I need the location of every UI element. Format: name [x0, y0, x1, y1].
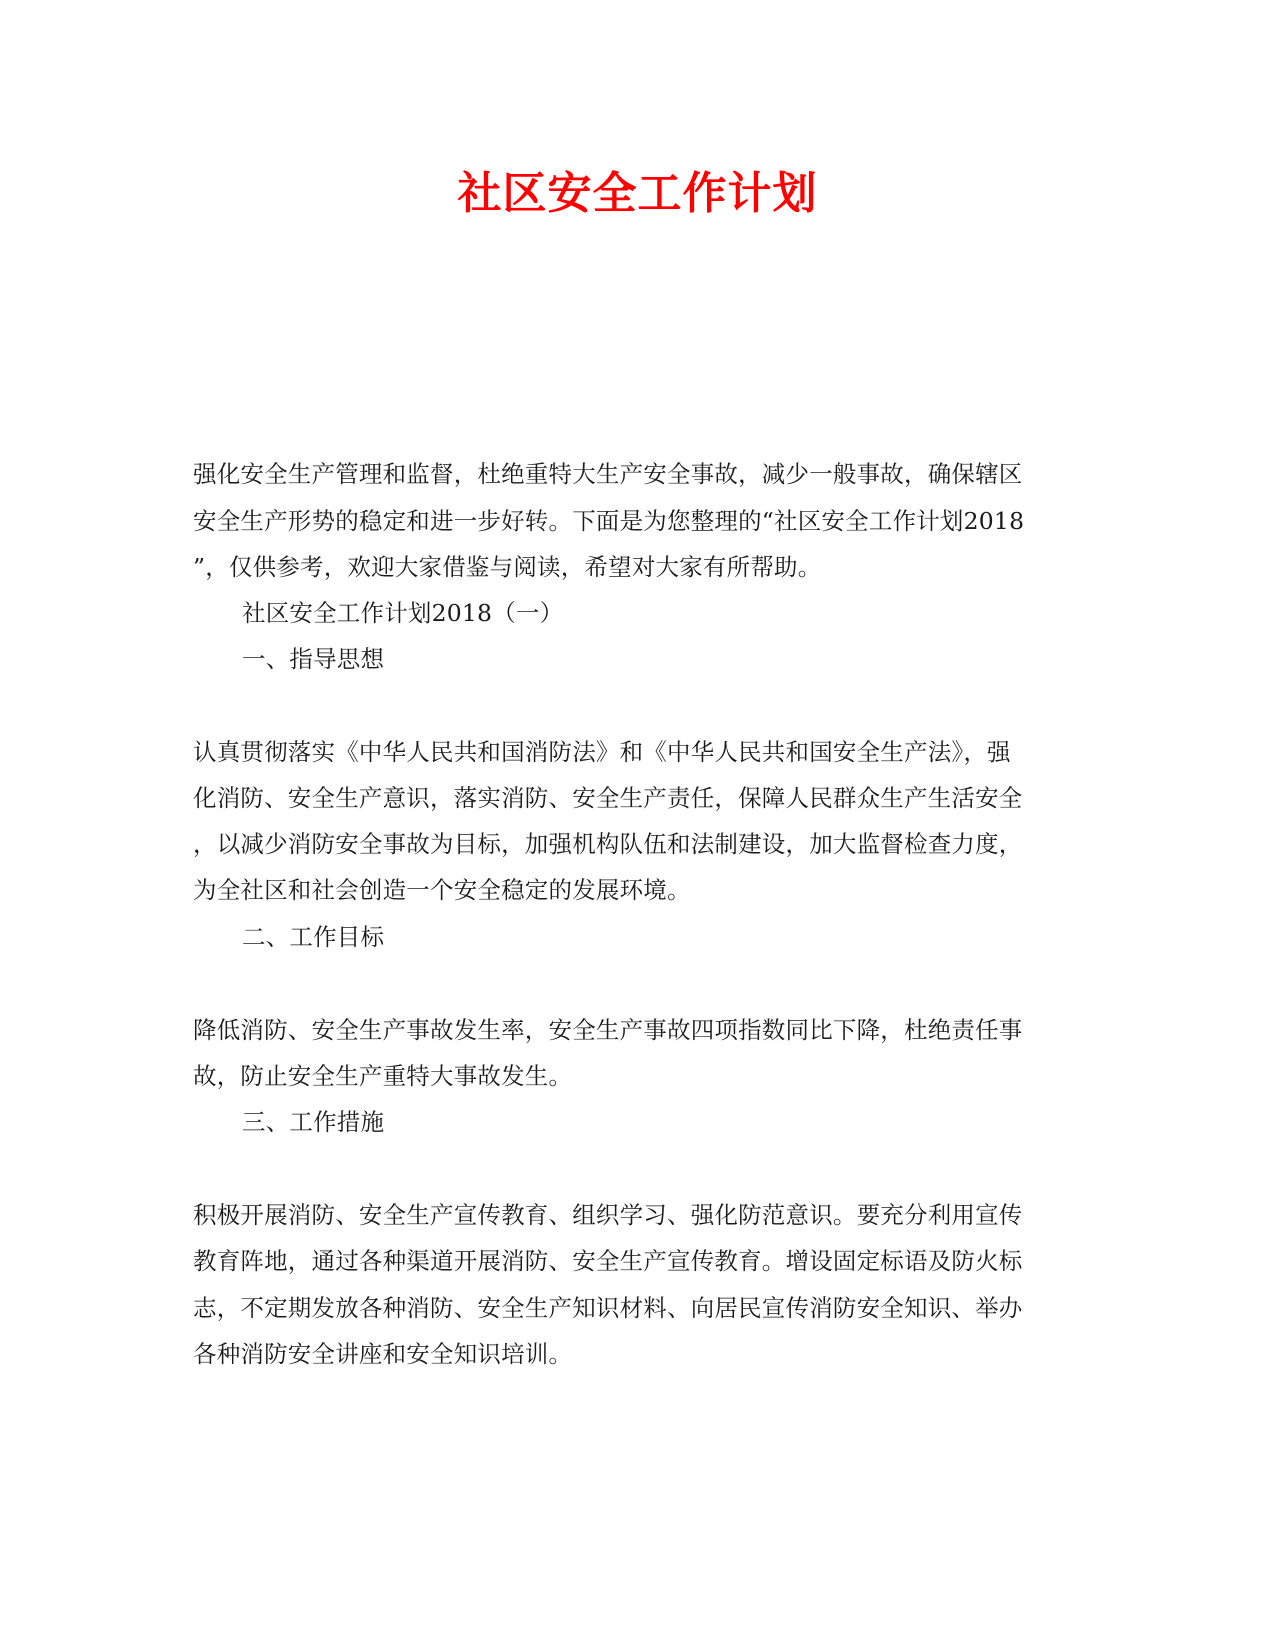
section-1-line-3: ，以减少消防安全事故为目标，加强机构队伍和法制建设，加大监督检查力度，	[193, 830, 1023, 858]
intro-line-3: ”，仅供参考，欢迎大家借鉴与阅读，希望对大家有所帮助。	[193, 553, 822, 581]
section-1-line-2: 化消防、安全生产意识，落实消防、安全生产责任，保障人民群众生产生活安全	[193, 784, 1023, 812]
intro-line-1: 强化安全生产管理和监督，杜绝重特大生产安全事故，减少一般事故，确保辖区	[193, 460, 1023, 488]
section-2-heading: 二、工作目标	[242, 923, 385, 951]
section-3-line-3: 志，不定期发放各种消防、安全生产知识材料、向居民宣传消防安全知识、举办	[193, 1294, 1023, 1322]
section-3-line-2: 教育阵地，通过各种渠道开展消防、安全生产宣传教育。增设固定标语及防火标	[193, 1247, 1023, 1275]
section-2-line-2: 故，防止安全生产重特大事故发生。	[193, 1062, 573, 1090]
section-1-line-4: 为全社区和社会创造一个安全稳定的发展环境。	[193, 876, 691, 904]
section-1-heading: 一、指导思想	[242, 645, 385, 673]
intro-line-2: 安全生产形势的稳定和进一步好转。下面是为您整理的“社区安全工作计划2018	[193, 507, 1025, 535]
section-3-line-1: 积极开展消防、安全生产宣传教育、组织学习、强化防范意识。要充分利用宣传	[193, 1201, 1023, 1229]
section-2-line-1: 降低消防、安全生产事故发生率，安全生产事故四项指数同比下降，杜绝责任事	[193, 1016, 1023, 1044]
document-title: 社区安全工作计划	[457, 168, 818, 219]
section-3-line-4: 各种消防安全讲座和安全知识培训。	[193, 1340, 573, 1368]
plan-subtitle: 社区安全工作计划2018（一）	[242, 599, 564, 627]
section-1-line-1: 认真贯彻落实《中华人民共和国消防法》和《中华人民共和国安全生产法》，强	[193, 738, 1011, 766]
section-3-heading: 三、工作措施	[242, 1108, 385, 1136]
